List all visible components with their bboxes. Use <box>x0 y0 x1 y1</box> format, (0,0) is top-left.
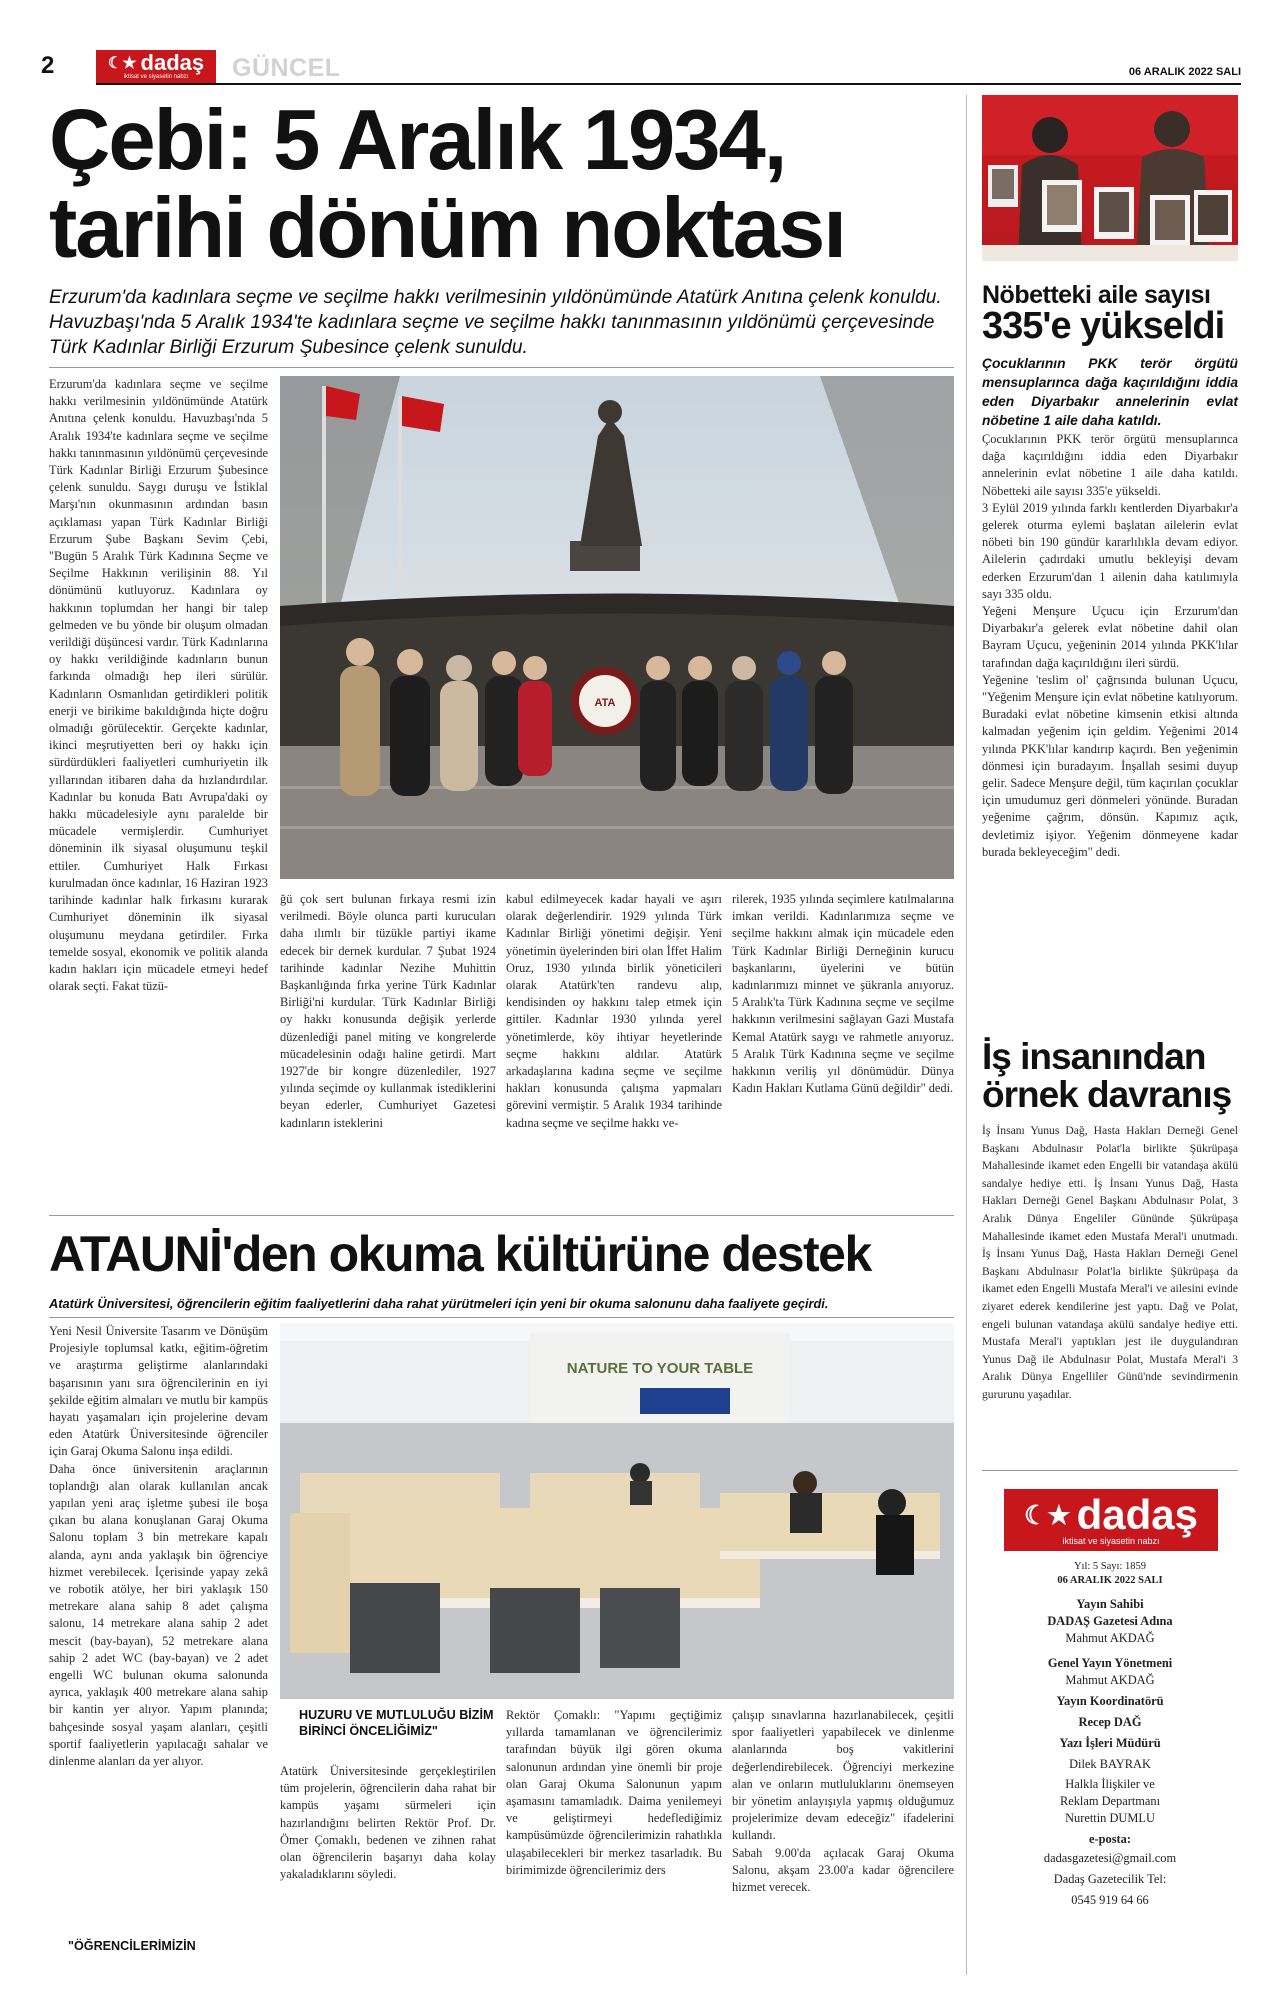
mothers-protest-photo <box>982 95 1238 261</box>
monument-scene <box>280 376 954 879</box>
bottom-column-2: Atatürk Üniversitesinde gerçekleştirilen tüm projelerin, öğrencilerin daha rahat bir kampüs yaşamı sürmeleri için hazırlandığını belirten Rektör Prof. Dr. Ömer Çomaklı, bedenen ve zihnen rahat olan öğrencilerin başarıyı daha kolay yakaladıklarını söyledi. <box>280 1764 496 1882</box>
lead-deck: Erzurum'da kadınlara seçme ve seçilme hakkı verilmesinin yıldönümünde Atatürk Anıtına çelenk konuldu. Havuzbaşı'nda 5 Aralık 1934'te kadınlara seçme ve seçilme hakkı tanınmasının yıldönümü çerçevesinde Türk Kadınlar Birliği Erzurum Şubesince çelenk sunuldu. <box>49 287 942 358</box>
section-label: GÜNCEL <box>232 54 341 82</box>
bottom-subhead-2: HUZURU VE MUTLULUĞU BİZİM BİRİNCİ ÖNCELİĞİMİZ" <box>299 1708 494 1738</box>
imprint-coord-label: Yayın Koordinatörü <box>1056 1694 1164 1708</box>
bottom-column-1: Yeni Nesil Üniversite Tasarım ve Dönüşüm Projesiyle toplumsal katkı, eğitim-öğretim ve araştırma geliştirme alanlarındaki başarısının yanı sıra öğrencilerinin en iyi şekilde eğitim almaları ve mutlu bir kampüs hayatı yaşamaları için projelerine devam eden Atatürk Üniversitesinde öğrenciler için Garaj Okuma Salonu inşa edildi. Daha önce üniversitenin araçlarının toplandığı alan olarak kullanılan ancak yapılan yeni araç işletme şubesi ile boşa çıkan bu alana konuşlanan Garaj Okuma Salonu toplam 3 bin metrekare kapalı alanda, aynı anda yaklaşık bin öğrenciye hizmet verebilecek. İçerisinde yapay zekâ ve robotik atölye, her biri yaklaşık 150 metrekare alana sahip 8 adet çalışma salonu, 14 metrekare alana sahip 2 adet mescit (bay-bayan), 52 metrekare alana sahip 2 adet WC (bay-bayan) ve 2 adet engelli WC bulunan okuma salonunda ayrıca, yaklaşık 400 metrekare alana sahip bir kantin yer alıyor. Yapım planında; bahçesinde sosyal yaşam alanları, çeşitli sportif faaliyetlerin yapılacağı sahalar ve dinlenme alanları da yer alıyor. <box>49 1324 268 1769</box>
imprint-company: Dadaş Gazetecilik Tel: <box>1053 1872 1167 1886</box>
reading-room-wall-text: NATURE TO YOUR TABLE <box>566 1360 754 1377</box>
monument-photo <box>280 376 954 879</box>
wreath-ribbon-label: ATA <box>594 697 616 709</box>
imprint-coord-name: Recep DAĞ <box>1078 1715 1142 1729</box>
imprint-phone: 0545 919 64 66 <box>1071 1893 1149 1907</box>
bottom-story-rule <box>49 1215 954 1216</box>
sidebar1-body: Çocuklarının PKK terör örgütü mensuplarınca dağa kaçırıldığını iddia eden Diyarbakır annelerinin evlat nöbetine 1 aile daha katıldı. Nöbetteki aile sayısı 335'e yükseldi. 3 Eylül 2019 yılında farklı kentlerden Diyarbakır'a gelerek oturma eylemi başlatan ailelerin evlat nöbeti bin 190 gündür kararlılıkla devam ediyor. Ailelerin çadırdaki umutlu bekleyişi devam ederken Erzurum'dan 1 ailenin daha katılımıyla sayı 335 oldu. Yeğeni Menşure Uçucu için Erzurum'dan Diyarbakır'a gelerek evlat nöbetine dahil olan Bayram Uçucu, yeğeninin 2014 yılında PKK'lılar tarafından dağa kaçırıldığını ileri sürdü. Yeğenine 'teslim ol' çağrısında bulunan Uçucu, "Yeğenim Menşure için evlat nöbetine katılıyorum. Buradaki evlat nöbetine kimsenin etkisi altında kalmadan yeğenim için geldim. Yeğenimi 2014 yılında PKK'lılar kandırıp kaçırdı. Ben yeğenimin dönmesi için buradayım. İnşallah sesimi duyup gelir. Sadece Menşure değil, tüm kaçırılan çocuklar için umudumuz geri dönmeleri yönünde. Buradan yeğenime çağrım, dönsün. Kapımız açık, devletimiz işiyor. Yeğenim dönmeyene kadar burada bekleyeceğim" dedi. <box>982 432 1238 859</box>
imprint-pr-name: Nurettin DUMLU <box>1065 1811 1155 1825</box>
header-date: 06 ARALIK 2022 SALI <box>1128 66 1241 78</box>
lead-column-4: rilerek, 1935 yılında seçimlere katılmalarına imkan verildi. Kadınlarımıza seçme ve seçilme hakkını almak için mücadele eden Türk Kadınlar Birliği Derneğinin kurucu başkanlarını, üyelerini ve bütün kadınlarımızı minnet ve şükranla anıyoruz. 5 Aralık'ta Türk Kadınına seçme ve seçilme hakkının verilmesini sağlayan Gazi Mustafa Kemal Atatürk saygı ve rahmetle anıyoruz. 5 Aralık Türk Kadınına seçme ve seçilme hakkının veriliş yıl dönümüdür. Dünya Kadın Hakları Kutlama Günü değildir" dedi. <box>732 892 954 1096</box>
bottom-deck: Atatürk Üniversitesi, öğrencilerin eğitim faaliyetlerini daha rahat yürütmeleri için yeni bir okuma salonunu daha faaliyete geçirdi. <box>49 1296 829 1311</box>
bottom-headline: ATAUNİ'den okuma kültürüne destek <box>49 1226 871 1282</box>
imprint-crescent-star-icon: ☾★ <box>1023 1499 1071 1530</box>
imprint-pr-label2: Reklam Departmanı <box>1059 1794 1161 1808</box>
sidebar1-deck: Çocuklarının PKK terör örgütü mensuplarınca dağa kaçırıldığını iddia eden Diyarbakır annelerinin evlat nöbetine 1 aile daha katıldı. <box>982 356 1238 428</box>
sidebar2-headline-line1: İş insanından <box>982 1036 1206 1077</box>
sidebar-divider <box>966 95 967 1975</box>
bottom-column-3: Rektör Çomaklı: "Yapımı geçtiğimiz yıllarda tamamlanan ve öğrencilerimiz tarafından büyük ilgi gören okuma salonunun ardından yine önemli bir proje olan Garaj Okuma Salonunun yapım aşamasını tamamladık. Daima yenilemeyi ve geliştirmeyi hedeflediğimiz kampüsümüzde öğrencilerimizin rahatlıkla ulaşabilecekleri bir merkez tasarladık. Bu birimimizde öğrencilerimiz ders <box>506 1708 722 1877</box>
imprint-pr-label1: Halkla İlişkiler ve <box>1065 1777 1155 1791</box>
imprint-block <box>982 1560 1238 1909</box>
brand-logo <box>96 50 216 83</box>
lead-headline-line1: Çebi: 5 Aralık 1934, <box>49 93 786 188</box>
sidebar2-headline-line2: örnek davranış <box>982 1074 1232 1115</box>
lead-column-3: kabul edilmeyecek kadar hayali ve aşırı olarak değerlendirir. 1929 yılında Türk Kadınlar Birliği yönetimi değişir. Yeni yönetimin üyelerinden biri olan İffet Halim Oruz, 1930 yılında birlik yöneticileri olarak Atatürk'ten randevu alıp, kendisinden oy hakkını talep etmek için gittiler. Kadınlar 1930 yılında yerel yönetimlerde, köy ihtiyar heyetlerinde seçme hakkını aldılar. Atatürk arkadaşlarına kadına seçme ve seçilme hakları konusunda çalışma yapmaları görevini vermiştir. 5 Aralık 1934 tarihinde kadına seçme ve seçilme hakkı ve- <box>506 892 722 1130</box>
imprint-publisher-label: Yayın Sahibi <box>1076 1597 1144 1611</box>
imprint-email-label: e-posta: <box>1089 1832 1131 1846</box>
reading-room-scene <box>280 1323 954 1699</box>
imprint-editor-label: Yazı İşleri Müdürü <box>1059 1736 1161 1750</box>
imprint-date: 06 ARALIK 2022 SALI <box>1057 1575 1163 1586</box>
lead-headline-line2: tarihi dönüm noktası <box>49 181 845 276</box>
header-rule <box>96 83 1241 85</box>
imprint-top-rule <box>982 1470 1238 1471</box>
imprint-gm-name: Mahmut AKDAĞ <box>1065 1673 1155 1687</box>
sidebar1-headline-line1: Nöbetteki aile sayısı <box>982 281 1211 309</box>
imprint-tagline: iktisat ve siyasetin nabzı <box>1062 1536 1160 1546</box>
imprint-publisher-org: DADAŞ Gazetesi Adına <box>1047 1614 1173 1628</box>
imprint-brand-name: dadaş <box>1076 1491 1198 1538</box>
bottom-subhead-1: "ÖĞRENCİLERİMİZİN <box>68 1939 196 1953</box>
lead-deck-rule <box>49 367 954 368</box>
imprint-email[interactable]: dadasgazetesi@gmail.com <box>1043 1851 1177 1865</box>
bottom-deck-rule <box>49 1317 954 1318</box>
reading-room-photo <box>280 1323 954 1699</box>
sidebar1-headline-line2: 335'e yükseldi <box>982 305 1225 347</box>
lead-column-2: ğü çok sert bulunan fırkaya resmi izin verilmedi. Böyle olunca parti kurucuları daha ılımlı bir tüzükle partiyi ikame edecek bir dernek kurdular. 7 Şubat 1924 tarihinde kadınlar Nezihe Muhittin Başkanlığında fırka yerine Türk Kadınlar Birliği'ni kurdular. Türk Kadınlar Birliği oy hakkı konusunda değişik yerlerde düzenlediği panel miting ve kongrelerde mücadelesinin odağı haline getirdi. Mart 1927'de bir kongre düzenlediler, 1927 yılında seçimde oy kullanmak istediklerini beyan ederler, Cumhuriyet Gazetesi kadınların isteklerini <box>280 892 496 1130</box>
page-number: 2 <box>41 52 55 79</box>
brand-name: dadaş <box>140 50 205 75</box>
imprint-gm-label: Genel Yayın Yönetmeni <box>1047 1656 1173 1670</box>
bottom-column-4: çalışıp sınavlarına hazırlanabilecek, çeşitli spor faaliyetleri yapabilecek ve dinlenme alanlarında boş vakitlerini değerlendirebilecek. Öğrenciyi merkezine alan ve onların mutluluklarını önemseyen bir yönetim anlayışıyla yapmış olduğumuz projelerimize devam edeceğiz" ifadelerini kullandı. Sabah 9.00'da açılacak Garaj Okuma Salonu, akşam 23.00'a kadar öğrencilere hizmet verecek. <box>732 1708 954 1895</box>
crescent-star-icon: ☾★ <box>107 55 137 72</box>
lead-column-1: Erzurum'da kadınlara seçme ve seçilme hakkı verilmesinin yıldönümünde Atatürk Anıtına çelenk konuldu. Havuzbaşı'nda 5 Aralık 1934'te kadınlara seçme ve seçilme hakkı tanınmasının yıldönümü çerçevesinde Türk Kadınlar Birliği Erzurum Şubesince çelenk sunuldu. Saygı duruşu ve İstiklal Marşı'nın okunmasının ardından basın açıklaması yapan Türk Kadınlar Birliği Erzurum Şube Başkanı Sevim Çebi, "Bugün 5 Aralık Türk Kadınına Seçme ve Seçilme Hakkının verilişinin 88. Yıl dönümünü kutluyoruz. Kadınlara oy hakkının toplumdan her hangi bir talep gelmeden ve bu yönde bir oluşum olmadan verildiği düşüncesi vardır. Türk Kadınlarına oy hakkı verildiğinde kadınların bunun farkında olmadığı hep ileri sürülür. Kadınların Osmanlıdan getirdikleri politik enerji ve birikime bakıldığında hiçte doğru olmadığı görülecektir. Gerçekte kadınlar, ikinci meşrutiyetten beri oy hakkı için sürdürdükleri faaliyetleri cumhuriyetin ilk yıllarından itibaren daha da hızlandırdılar. Kadınlar bu konuda Batı Avrupa'daki oy hakkı mücadelesiyle aynı paralelde bir mücadele vermişlerdir. Cumhuriyet döneminin ilk siyasal oluşumunu teşkil ettiler. Cumhuriyet Halk Fırkası kurulmadan önce kadınlar, 16 Haziran 1923 tarihinde kadınlar halk fırkasını kurarak Cumhuriyet döneminin ilk siyasal oluşumunu meydana getirdiler. Fırka temelde sosyal, ekonomik ve politik alanda kadın hakları için mücadele etmeyi hedef olarak seçti. Fakat tüzü- <box>49 377 268 994</box>
protest-scene <box>982 95 1238 261</box>
sidebar2-body: İş İnsanı Yunus Dağ, Hasta Hakları Derneği Genel Başkanı Abdulnasır Polat'la birlikte Şükrüpaşa Mahallesinde ikamet eden Engelli bir vatandaşa akülü sandalye hediye etti. İş İnsanı Yunus Dağ, Hasta Hakları Derneği Genel Başkanı Abdulnasır Polat, 3 Aralık Dünya Engeliler Gününde Şükrüpaşa Mahallesinde ikamet eden Mustafa Meral'i unutmadı. İş İnsanı Yunus Dağ, Hasta Hakları Derneği Genel Başkanı Abdulnasır Polat'la birlikte Şükrüpaşa da ikamet eden Engelli Mustafa Meral'i ve ailesini evinde ziyaret ederek kendilerine jest yaptı. Dağ ve Polat, engeli bulunan vatandaşa akülü sandalye hediye etti. Mustafa Meral'i yaptıkları jest ile duygulandıran Yunus Dağ ile Abdulnasır Polat, Mustafa Meral'i 3 Aralık Dünya Engelliler Günü'nde sevindirmenin gururunu yaşadılar. <box>982 1124 1238 1401</box>
imprint-year-issue: Yıl: 5 Sayı: 1859 <box>1073 1561 1147 1572</box>
imprint-publisher-name: Mahmut AKDAĞ <box>1065 1631 1155 1645</box>
imprint-editor-name: Dilek BAYRAK <box>1069 1757 1151 1771</box>
imprint-logo <box>1004 1489 1218 1551</box>
brand-tagline: iktisat ve siyasetin nabzı <box>123 74 189 80</box>
